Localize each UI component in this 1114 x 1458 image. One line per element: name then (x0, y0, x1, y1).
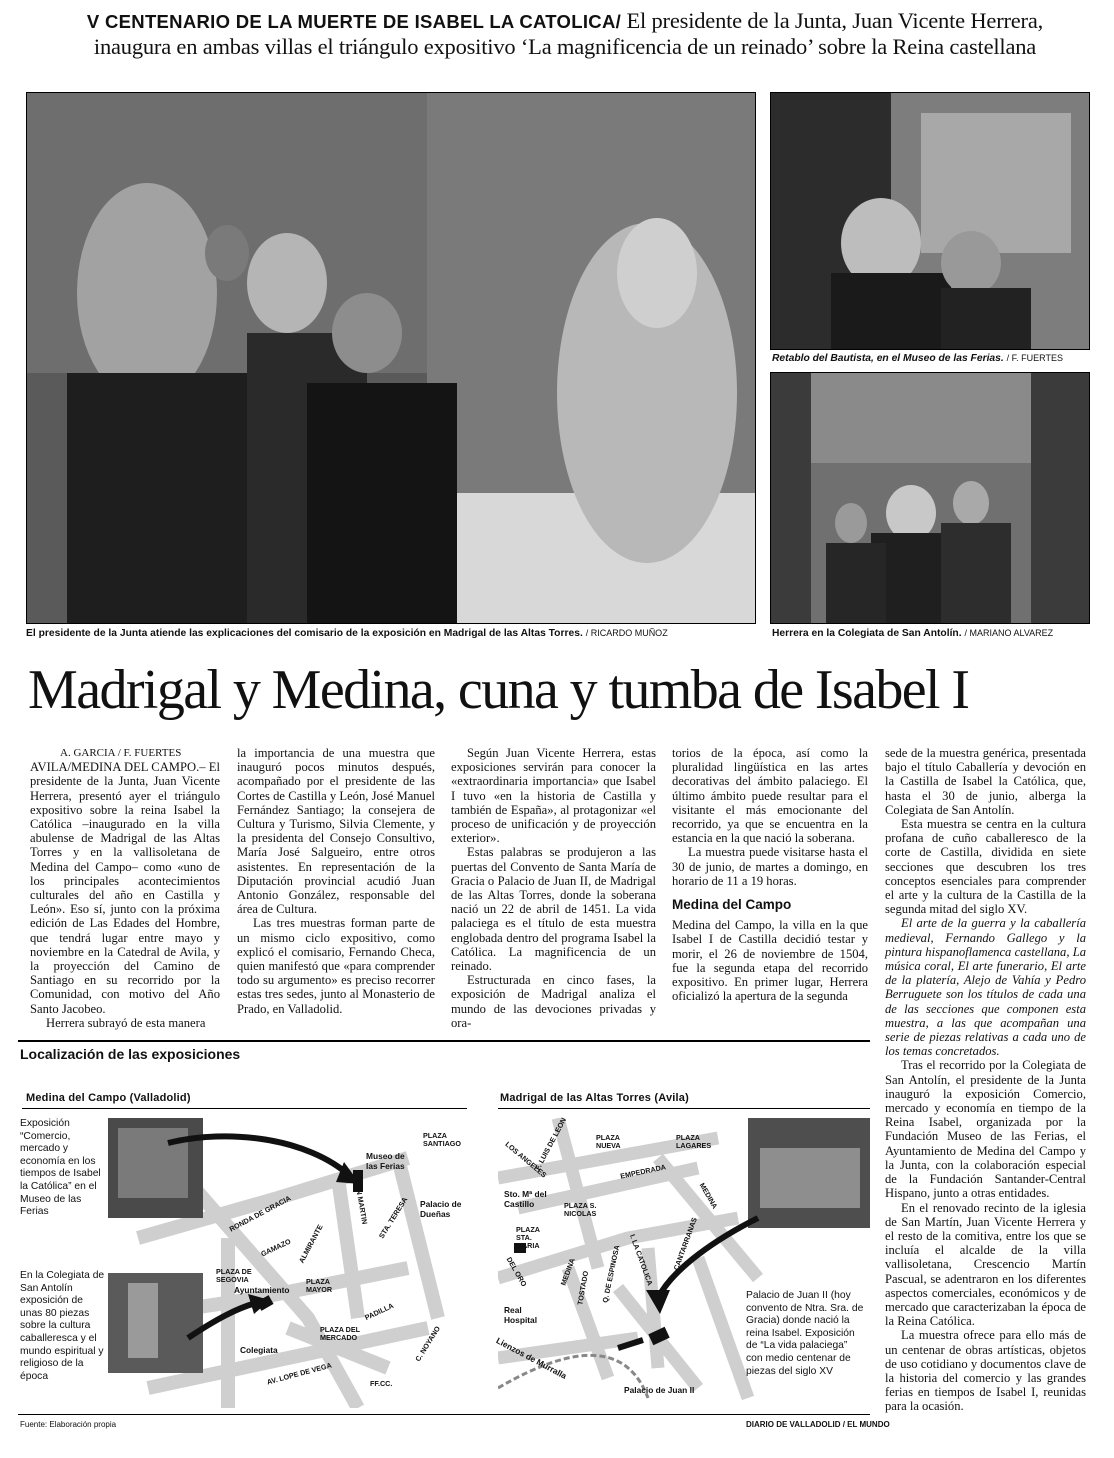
label-ronda-gracia: RONDA DE GRACIA (227, 1193, 293, 1234)
note-palacio: Palacio de Juan II (hoy convento de Ntra. Sra. de Gracia) donde nació la reina Isabel. Exposición de “La vida palaciega” con medio centenar de piezas del siglo XV (746, 1290, 864, 1377)
label-gamazo: GAMAZO (259, 1236, 293, 1259)
label-lienzos-murralla: Lienzos de Murralla (494, 1335, 569, 1381)
label-empedrada: EMPEDRADA (619, 1162, 667, 1181)
note-colegiata: En la Colegiata de San Antolín exposición de unas 80 piezas sobre la cultura caballeresca y el mundo espiritual y religioso de la época (20, 1270, 105, 1382)
graphic-bottom-rule (18, 1414, 870, 1415)
retablo-photo-image (771, 93, 1089, 349)
label-ayuntamiento: Ayuntamiento (234, 1285, 290, 1295)
retablo-caption-text: Retablo del Bautista, en el Museo de las Ferias. (772, 353, 1004, 364)
col3-paragraph-1: Según Juan Vicente Herrera, estas exposiciones servirán para conocer la «extraordinaria importancia» que Isabel I tuvo «en la historia de Castilla y también de España», al protagonizar «el proceso de unificación y de proyección exterior». (451, 746, 656, 846)
label-palacio-duenas: Palacio de Dueñas (420, 1199, 462, 1219)
label-cantarranas: CANTARRANAS (671, 1216, 699, 1272)
kicker-line1: El presidente de la Junta, Juan Vicente Herrera, (626, 8, 1044, 33)
medina-map-title: Medina del Campo (Valladolid) (26, 1092, 191, 1104)
main-photo-caption (26, 627, 668, 640)
label-ffcc: FF.CC. (370, 1379, 393, 1388)
kicker-section: V CENTENARIO DE LA MUERTE DE ISABEL LA CATOLICA/ (86, 11, 622, 32)
col1-paragraph-2: Herrera subrayó de esta manera (46, 1015, 206, 1030)
label-del-oro: DEL ORO (504, 1255, 529, 1289)
label-real-hospital: Real Hospital (504, 1305, 538, 1325)
label-plaza-mercado: PLAZA DEL MERCADO (320, 1325, 361, 1342)
article-column-2 (237, 746, 435, 1016)
col2-paragraph-2: Las tres muestras forman parte de un mismo ciclo expositivo, como explicó el comisario, Fernando Checa, quien manifestó que «para comprender todo su argumento» es preciso recorrer estas tres sedes, junto al Monasterio de Prado, en Valladolid. (237, 916, 435, 1016)
graphic-source: Fuente: Elaboración propia (20, 1420, 117, 1429)
article-column-4 (672, 746, 868, 1003)
graphic-title: Localización de las exposiciones (20, 1046, 241, 1062)
graphic-publisher: DIARIO DE VALLADOLID / EL MUNDO (746, 1420, 890, 1429)
col4-paragraph-3: Medina del Campo, la villa en la que Isabel I de Castilla decidió testar y morir, el 26 de noviembre de 1504, fue la segunda etapa del recorrido expositivo. En primer lugar, Herrera oficializó la apertura de la segunda (672, 918, 868, 1004)
label-almirante: ALMIRANTE (296, 1222, 325, 1265)
col5-paragraph-5: En el renovado recinto de la iglesia de San Martín, Juan Vicente Herrera y el resto de la comitiva, entre los que se incluía el alcalde de la villa vallisoletana, Crescencio Martín Pascual, se adentraron en los diferentes aspectos comerciales, económicos y de mercado que caracterizaban la época de la Reina Católica. (885, 1200, 1086, 1329)
label-plaza-nicolas: PLAZA S. NICOLAS (564, 1201, 597, 1218)
top-right-photo (770, 92, 1090, 350)
label-plaza-sta-maria: PLAZA STA. MARIA (516, 1225, 540, 1250)
note-museo: Exposición “Comercio, mercado y economía en los tiempos de Isabel la Católica” en el Museo de las Ferias (20, 1118, 101, 1218)
label-plaza-segovia: PLAZA DE SEGOVIA (216, 1267, 252, 1284)
label-c-noyano: C. NOYANO (413, 1324, 443, 1364)
label-i-catolica: I. LA CATOLICA (627, 1233, 655, 1287)
retablo-caption-credit: / F. FUERTES (1006, 353, 1063, 363)
bottom-right-photo (770, 372, 1090, 624)
label-medina-street-2: MEDINA (558, 1256, 577, 1287)
label-tostado: TOSTADO (575, 1270, 591, 1306)
main-caption-text: El presidente de la Junta atiende las explicaciones del comisario de la exposición en Madrigal de las Altas Torres. (26, 628, 583, 639)
col1-paragraph-1: AVILA/MEDINA DEL CAMPO.– El presidente de la Junta, Juan Vicente Herrera, presentó ayer el triángulo expositivo sobre la reina Isabel la Católica –inaugurado en la villa abulense de Madrigal de las Altas Torres y en la vallisoletana de Medina del Campo– como «uno de los principales acontecimientos culturales del año en Castilla y León». Eso sí, junto con la próxima edición de Las Edades del Hombre, que tendrá lugar entre mayo y noviembre en la Catedral de Avila, y la proyección del Camino de Santiago en su recorrido por la Comunidad, con motivo del Año Santo Jacobeo. (30, 760, 220, 1016)
byline: A. GARCIA / F. FUERTES (60, 747, 182, 759)
article-column-3 (451, 746, 656, 1030)
medina-map-drawing (108, 1118, 470, 1408)
kicker-line2: inaugura en ambas villas el triángulo expositivo ‘La magnificencia de un reinado’ sobre la Reina castellana (93, 34, 1037, 59)
col5-paragraph-6: La muestra ofrece para ello más de un centenar de obras artísticas, objetos de uso cotidiano y documentos clave de la historia del comercio y las grandes ferias en tiempos de Isabel I, reunidas para la ocasión. (885, 1328, 1086, 1414)
article-column-1 (30, 746, 220, 1030)
madrigal-title-rule (498, 1108, 870, 1109)
label-palacio-juan: Palacio de Juan II (624, 1385, 695, 1395)
label-sta-teresa: STA. TERESA (376, 1195, 410, 1241)
graphic-top-rule (18, 1040, 870, 1042)
label-plaza-mayor: PLAZA MAYOR (306, 1277, 333, 1294)
main-caption-credit: / RICARDO MUÑOZ (585, 628, 668, 638)
medina-title-rule (22, 1108, 467, 1109)
col5-paragraph-4: Tras el recorrido por la Colegiata de San Antolín, el presidente de la Junta inauguró la exposición Comercio, mercado y economía en tiempo de la Reina Isabel, organizada por la Fundación Museo de las Ferias, el Ayuntamiento de Medina del Campo y la Junta, con la colaboración especial de la Fundación Santander-Central Hispano, junto a otras entidades. (885, 1058, 1086, 1201)
colegiata-caption-credit: / MARIANO ALVAREZ (964, 628, 1054, 638)
label-q-espinosa: Q. DE ESPINOSA (600, 1244, 622, 1304)
label-plaza-nueva: PLAZA NUEVA (596, 1133, 621, 1150)
label-san-martin: SAN MARTIN (352, 1178, 370, 1225)
headline: Madrigal y Medina, cuna y tumba de Isabel I (28, 659, 969, 721)
label-los-angeles: LOS ANGELES (503, 1139, 549, 1180)
label-medina-street: MEDINA (697, 1181, 720, 1211)
article-column-5 (885, 746, 1086, 1414)
col4-paragraph-1: torios de la época, así como la pluralidad lingüística en las artes decorativas del ámbito palaciego. El último ámbito puede resultar para el visitante el más emocionante del recorrido, ya que se encuentra en la estancia en la que nació la soberana. (672, 746, 868, 846)
label-colegiata: Colegiata (240, 1345, 278, 1355)
kicker (30, 8, 1100, 59)
label-padilla: PADILLA (363, 1301, 395, 1323)
label-plaza-santiago: PLAZA SANTIAGO (423, 1131, 461, 1148)
label-lope-vega: AV. LOPE DE VEGA (265, 1360, 333, 1387)
col5-paragraph-1: sede de la muestra genérica, presentada bajo el título Caballería y devoción en la Castilla de Isabel la Católica, que, hasta el 30 de junio, alberga la Colegiata de San Antolín. (885, 746, 1086, 817)
label-plaza-lagares: PLAZA LAGARES (676, 1133, 712, 1150)
madrigal-map-title: Madrigal de las Altas Torres (Avila) (500, 1092, 689, 1104)
main-photo (26, 92, 756, 624)
label-fray-luis: F. LUIS DE LEON (532, 1116, 569, 1172)
medina-map (108, 1118, 470, 1408)
label-museo-ferias: Museo de las Ferias (366, 1151, 405, 1171)
bottom-right-caption (772, 627, 1053, 640)
label-sto-castillo: Sto. Mª del Castillo (504, 1189, 547, 1209)
col3-paragraph-2: Estas palabras se produjeron a las puertas del Convento de Santa María de Gracia o Palacio de Juan II, de Madrigal de las Altas Torres, donde la soberana nació un 22 de abril de 1451. La vida palaciega es el título de esta muestra englobada dentro del programa Isabel la Católica. La magnificencia de un reinado. (451, 845, 656, 974)
col2-paragraph-1: la importancia de una muestra que inauguró pocos minutos después, acompañado por el presidente de las Cortes de Castilla y León, José Manuel Fernández Santiago; la consejera de Cultura y Turismo, Silvia Clemente, y la presidenta del Consejo Consultivo, María José Salgueiro, entre otros asistentes. En representación de la Diputación provincial acudió Juan Antonio González, responsable del área de Cultura. (237, 746, 435, 917)
col4-subhead: Medina del Campo (672, 897, 792, 913)
col5-paragraph-3: El arte de la guerra y la caballería medieval, Fernando Gallego y la pintura hispanoflamenca castellana, La música coral, El arte funerario, El arte de la platería, Alejo de Vahía y Pedro Berruguete son los títulos de cada una de las secciones que componen esta muestra, a las que acompañan una serie de piezas relativas a cada uno de los temas concretados. (885, 916, 1086, 1059)
colegiata-caption-text: Herrera en la Colegiata de San Antolín. (772, 628, 962, 639)
col5-paragraph-2: Esta muestra se centra en la cultura profana de cuño caballeresco de la corte de Castilla, dividida en siete secciones que descubren los tres conceptos esenciales para comprender el arte y la cultura de la Castilla de la segunda mitad del siglo XV. (885, 817, 1086, 917)
main-photo-image (27, 93, 755, 623)
colegiata-photo-image (771, 373, 1089, 623)
col4-paragraph-2: La muestra puede visitarse hasta el 30 de junio, de martes a domingo, en horario de 11 a 19 horas. (672, 845, 868, 888)
top-right-caption (772, 352, 1063, 365)
col3-paragraph-3: Estructurada en cinco fases, la exposición de Madrigal analiza el mundo de las devociones privadas y ora- (451, 973, 656, 1030)
